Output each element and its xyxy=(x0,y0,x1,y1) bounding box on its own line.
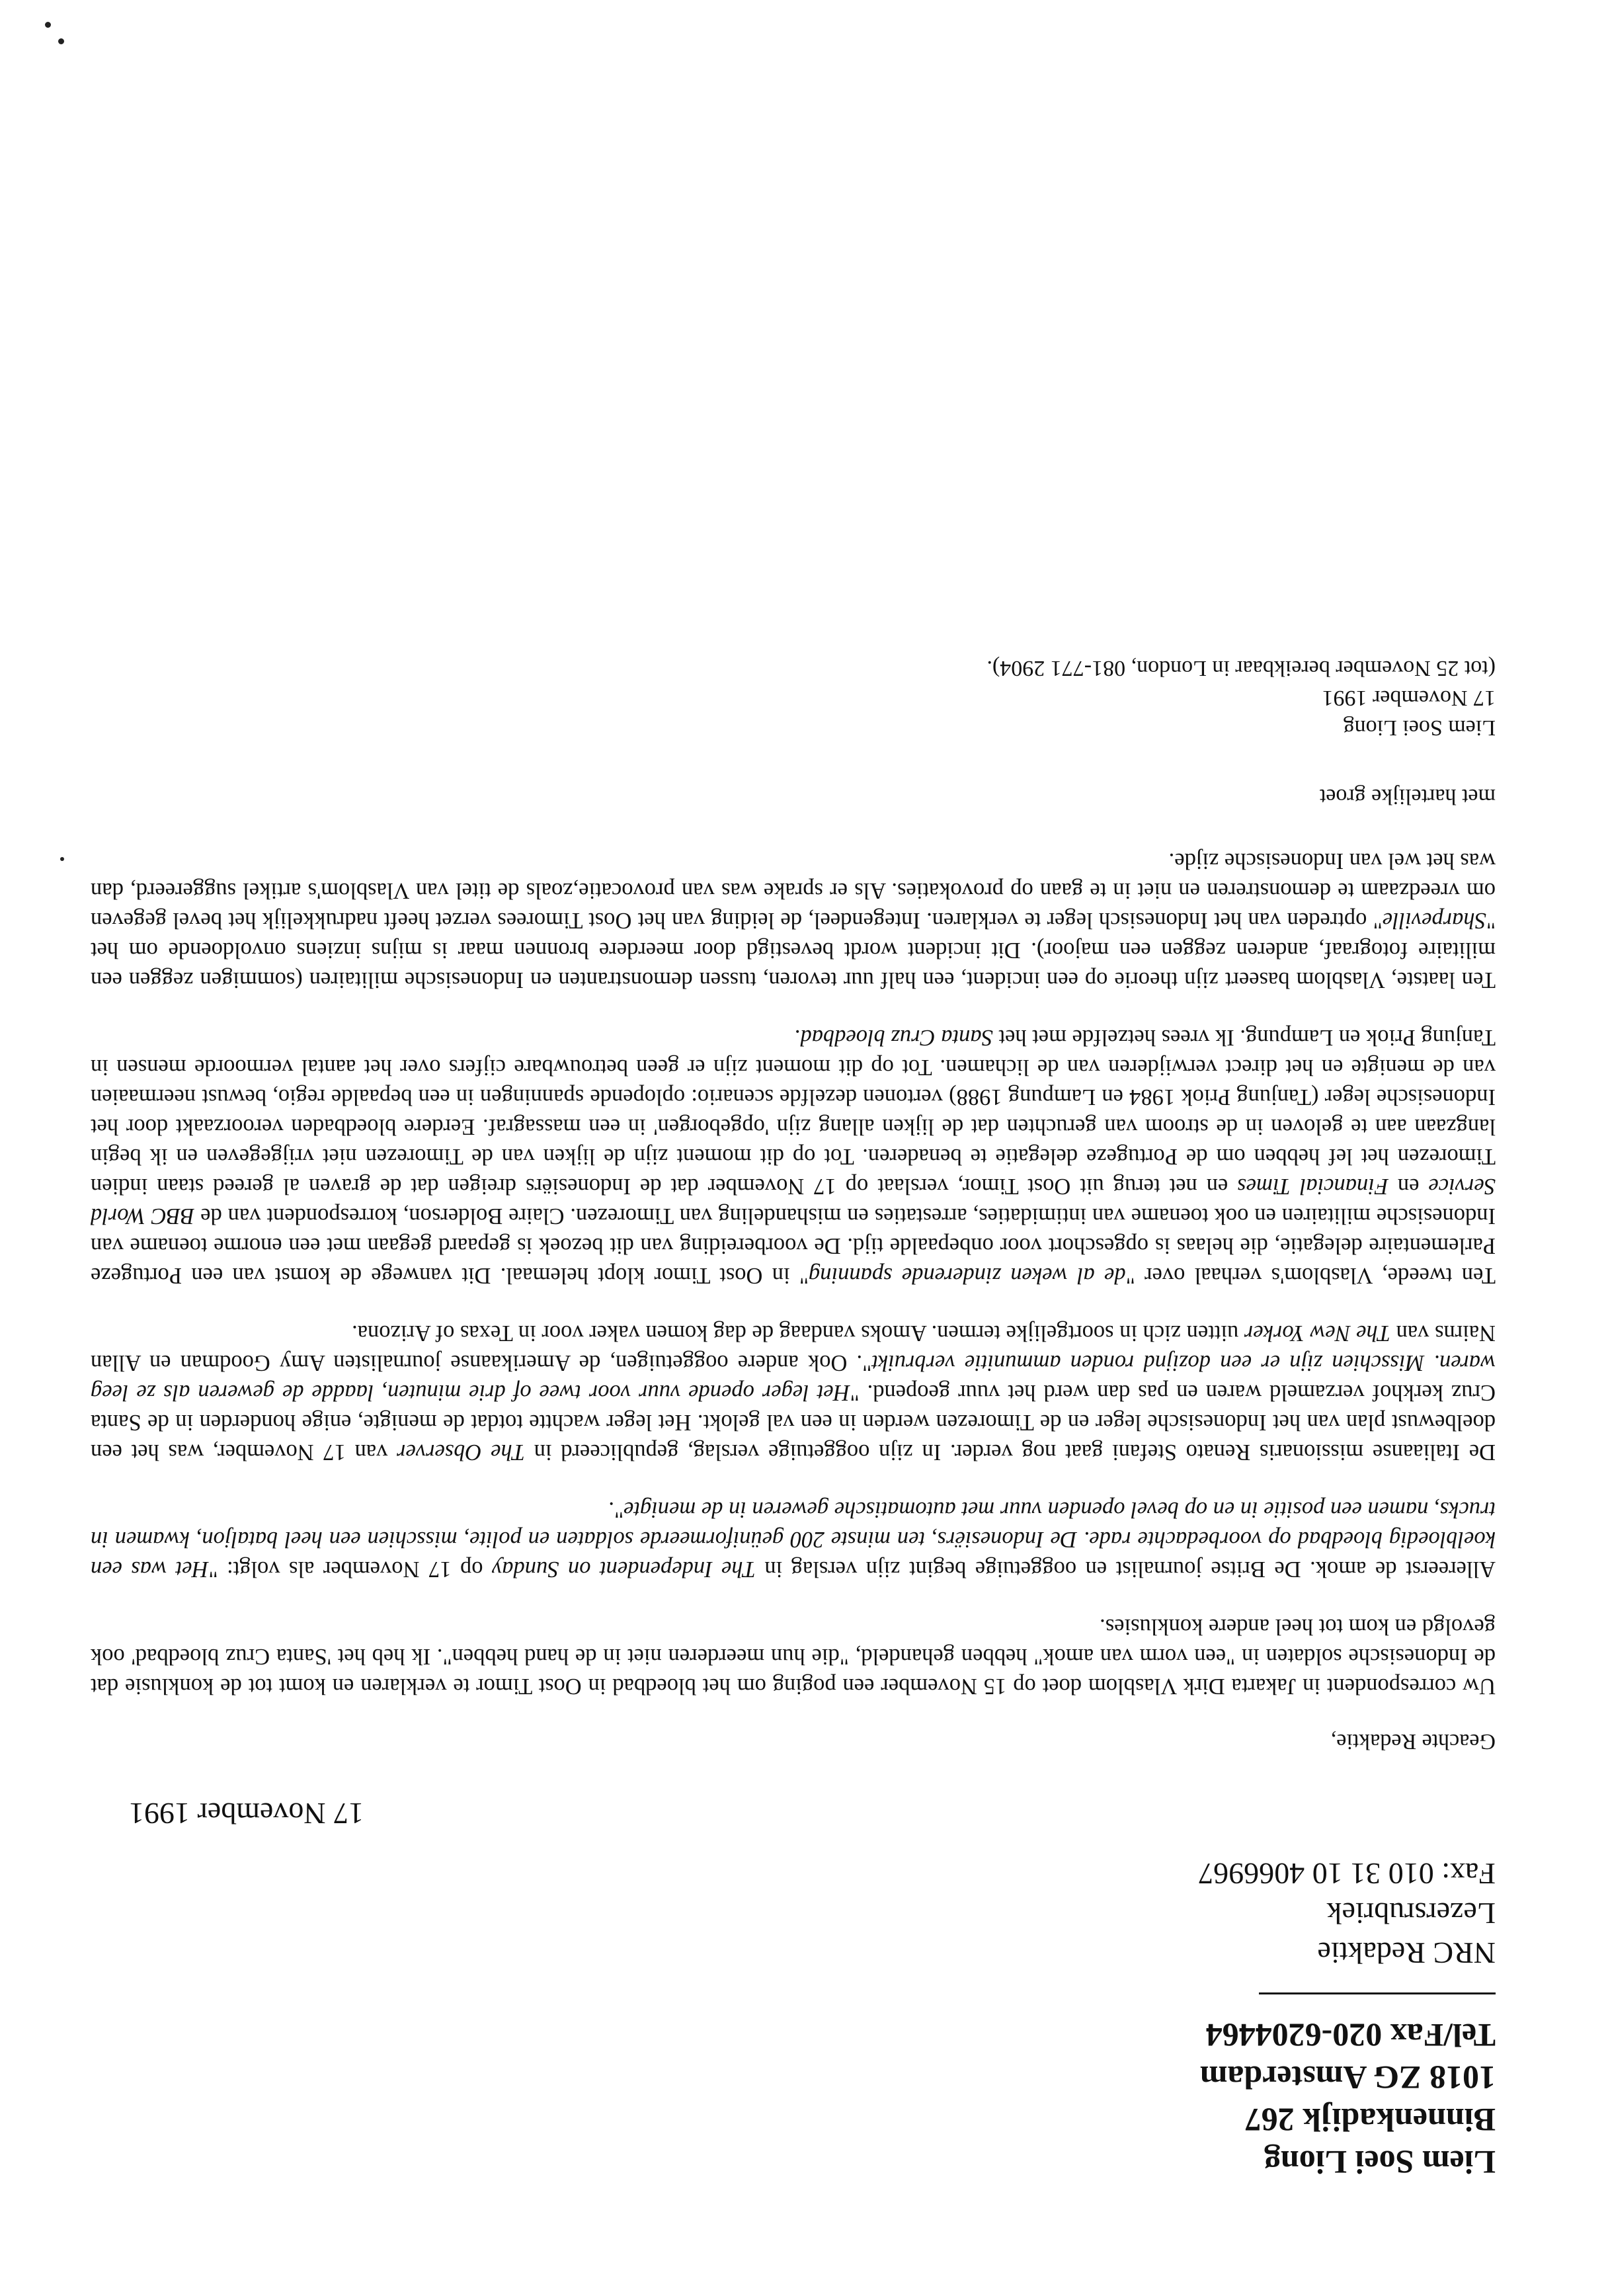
text-run: Ten laatste, Vlasblom baseert zijn theorie op een incident, een half uur tevoren, tussen demonstranten en Indonesische militairen (sommigen zeggen een militaire fotograaf, anderen zeggen een majoor). Dit incident wordt bevestigd door meerdere bronnen maar is mijns inziens onvoldoende om het " xyxy=(91,908,1496,993)
text-run: . xyxy=(794,1025,801,1050)
text-run: Allereerst de amok. De Britse journalist en ooggetuige begint zijn verslag in xyxy=(755,1557,1496,1582)
text-run: en xyxy=(1388,1174,1429,1199)
recipient-department: Lezersrubriek xyxy=(1326,1897,1496,1930)
sender-city: 1018 ZG Amsterdam xyxy=(1199,2059,1496,2096)
body-paragraph xyxy=(91,1612,1496,1701)
signature-block xyxy=(91,653,1496,743)
body-paragraph xyxy=(91,846,1496,995)
recipient-name: NRC Redaktie xyxy=(1317,1936,1496,1970)
salutation: Geachte Redaktie, xyxy=(1330,1729,1496,1754)
signature-note: (tot 25 November bereikbaar in London, 081-771 2904). xyxy=(986,656,1496,680)
letter-body xyxy=(91,846,1496,1701)
scan-speck xyxy=(58,38,64,44)
text-run: De Italiaanse missionaris Renato Stefani gaat nog verder. In zijn ooggetuige verslag, gepubliceerd in xyxy=(524,1440,1496,1465)
italic-run: Sharpeville xyxy=(1382,908,1486,933)
closing: met hartelijke groet xyxy=(1319,784,1496,809)
italic-run: Santa Cruz bloedbad xyxy=(800,1025,993,1050)
italic-run: BBC World Service xyxy=(91,1174,1496,1229)
signature-date: 17 November 1991 xyxy=(1322,686,1496,710)
sender-name: Liem Soei Liong xyxy=(1264,2144,1496,2181)
recipient-address xyxy=(91,1854,1496,1973)
text-run: van 17 November, was het een doelbewust plan van het Indonesische leger en de Timorezen werden in een val gelokt. Het leger wachtte totdat de menigte, enige honderden in de Santa Cruz kerkhof verzameld waren en pas dan werd het vuur geopend. " xyxy=(91,1380,1496,1465)
italic-run: Het leger opende vuur voor twee of drie minuten, laadde de geweren als ze leeg waren. Misschien zijn er een dozijnd ronden ammunitie verbruikt xyxy=(91,1350,1496,1405)
letter-date: 17 November 1991 xyxy=(129,1797,364,1830)
sender-street: Binnenkadijk 267 xyxy=(1244,2102,1496,2139)
text-run: Ten tweede, Vlasblom's verhaal over " xyxy=(1125,1263,1496,1288)
text-run: Uw correspondent in Jakarta Dirk Vlasblom doet op 15 November een poging om het bloedbad in Oost Timor te verklaren en komt tot de konklusie dat de Indonesische soldaten in "een vorm van amok" hebben gehandeld, "die hun meerderen niet in de hand hebben". Ik heb het 'Santa Cruz bloedbad' ook gevolgd en kom tot heel andere konklusies. xyxy=(91,1614,1496,1699)
signature-name: Liem Soei Liong xyxy=(1343,716,1496,740)
text-run: op 17 November als volgt: " xyxy=(208,1557,492,1582)
italic-run: The Observer xyxy=(397,1440,525,1465)
sender-telfax: Tel/Fax 020-6204464 xyxy=(1205,2017,1496,2054)
text-run: en net terug uit Oost Timor, verslaat op 17 November dat de Indonesiërs dreigen dat de graven al gereed staan indien Timorezen het lef hebben om de Portugeze delegatie te benaderen. Tot op dit moment zijn de lijken van de Timorezen niet vrijgegeven en ik begin langzaan aan te geloven in de stroom van geruchten dat de lijken allang zijn 'opgeborgen' in een massagraf. Eerdere bloedbaden veroorzaakt door het Indonesische leger (Tanjung Priok 1984 en Lampung 1988) vertonen dezelfde scenario: oplopende spanningen in een bepaalde regio, bewust neermaaien van de menigte en het direct verwijderen van de lichamen. Tot op dit moment zijn er geen betrouwbare cijfers over het aantal vermoorde mensen in Tanjung Priok en Lampung. Ik vrees hetzelfde met het xyxy=(91,1025,1496,1199)
italic-run: Het was een koelbloedig bloedbad op voorbedachte rade. De Indonesiërs, ten minste 200 geüniformeerde soldaten en polite, misschien een heel bataljon, kwamen in trucks, namen een positie in en op bevel openden vuur met automatische geweren in de menigte xyxy=(91,1497,1496,1582)
italic-run: The New Yorker xyxy=(1244,1321,1390,1346)
italic-run: de al weken zinderende spanning xyxy=(809,1263,1126,1288)
body-paragraph xyxy=(91,1318,1496,1467)
scan-speck xyxy=(45,22,51,28)
text-run: ". xyxy=(608,1497,624,1522)
letter-content xyxy=(91,653,1496,2184)
text-run: " in Oost Timor klopt helemaal. Dit vanwege de komst van een Portugeze Parlementaire delegatie, die helaas is opgeschort voor onbepaalde tijd. De voorbereiding van dit bezoek is gepaard gegaan met een enorme toename van Indonesische militairen en ook toename van intimidaties, arrestaties en mishandeling van Timorezen. Claire Bolderson, korrespondent van de xyxy=(91,1204,1496,1288)
recipient-fax: Fax: 010 31 10 4066967 xyxy=(1198,1857,1496,1891)
italic-run: The Independent on Sunday xyxy=(491,1557,756,1582)
text-run: uitten zich in soortgelijke termen. Amoks vandaag de dag komen vaker voor in Texas of Arizona. xyxy=(352,1321,1244,1346)
sender-address xyxy=(91,2014,1496,2184)
text-run: ". Ook andere ooggetuigen, de Amerikaanse journalisten Amy Goodman en Allan Nairns van xyxy=(91,1321,1496,1375)
scan-speck xyxy=(60,857,64,861)
divider-rule xyxy=(1259,1992,1496,1994)
text-run: " optreden van het Indonesisch leger te verklaren. Integendeel, de leiding van het Oost Timorees verzet heeft nadrukkelijk het bevel gegeven om vreedzaam te demonstreren en niet in te gaan op provokaties. Als er sprake was van provocatie,zoals de titel van Vlasblom's artikel suggereerd, dan was het wel van Indonesische zijde. xyxy=(91,848,1496,933)
body-paragraph xyxy=(91,1022,1496,1290)
body-paragraph xyxy=(91,1495,1496,1584)
italic-run: Financial Times xyxy=(1237,1174,1388,1199)
